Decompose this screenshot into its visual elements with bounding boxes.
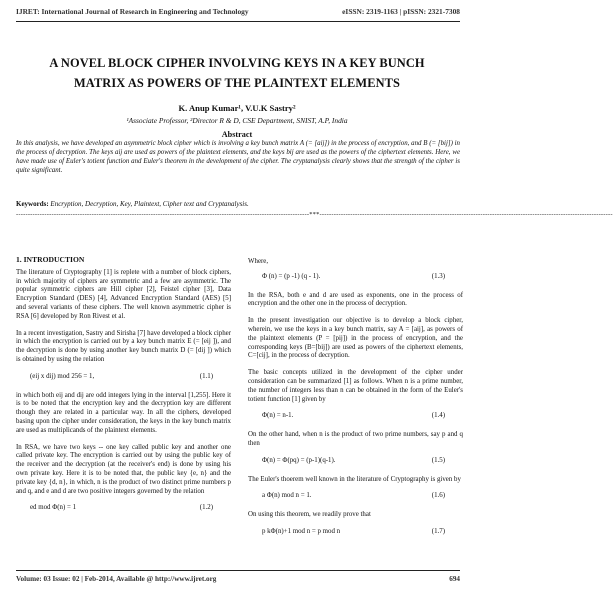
equation-1-5 [248, 457, 463, 466]
equation-number: (1.2) [199, 504, 213, 512]
section-separator: ----------------------------------------------------------------------------------------------------------------------------***---------------------------------------------------------------------------------------------------------------------------- [16, 211, 613, 218]
equation-number: (1.4) [431, 412, 445, 420]
header-rule [16, 21, 460, 22]
equation-expression: (eij x dij) mod 256 = 1, [30, 372, 95, 380]
paragraph: Where, [248, 258, 269, 265]
keywords-label: Keywords: [16, 200, 49, 208]
paragraph: In the present investigation our objective is to develop a block cipher, wherein, we use the keys in a key bunch matrix, say A = [aij], as powers of the plaintext elements (P = [pij]) in the process of encryption, and the corresponding keys (B=[bij]) are used as powers of the ciphertext elements, C=[cij], in the process of decryption. [248, 317, 463, 360]
paragraph: The basic concepts utilized in the development of the cipher under consideration can be summarized [1] as follows. When n is a prime number, the number of integers less than n can be obtained in the form of the Euler's totient function [1] given by [248, 369, 463, 403]
paragraph: The Euler's thoerem well known in the literature of Cryptography is given by [248, 475, 461, 483]
equation-expression: p kΦ(n)+1 mod n = p mod n [262, 527, 341, 535]
abstract-heading: Abstract [221, 130, 253, 139]
equation-expression: ed mod Φ(n) = 1 [30, 504, 77, 512]
keywords-text: Encryption, Decryption, Key, Plaintext, Cipher text and Cryptanalysis. [50, 200, 249, 208]
running-header [16, 7, 460, 21]
paragraph: The literature of Cryptography [1] is replete with a number of block ciphers, in which majority of ciphers are symmetric and a few are asymmetric. The popular symmetric ciphers are Hill cipher [2], Feistel cipher [3], Data Encryption Standard (DES) [4], Advanced Encryption Standard (AES) [5] and several variants of these ciphers. The well known asymmetric cipher is RSA [6] developed by Ron Rivest et al. [16, 268, 231, 320]
abstract-text: In this analysis, we have developed an asymmetric block cipher which is involving a key bunch matrix A (= [aij]) in the process of encryption, and B (= [bij]) in the process of decryption. The keys aij are used as powers of the plaintext elements, and the keys bij are used as the powers of the ciphertext elements. Here, we have made use of Euler's totient function and Euler's theorem in the development of the cipher. The cryptanalysis clearly shows that the strength of the cipher is quite significant. [16, 140, 460, 174]
page-number: 694 [449, 575, 460, 583]
equation-number: (1.7) [431, 527, 445, 535]
paragraph: In RSA, we have two keys -- one key called public key and another one called private key. The encryption is carried out by using the public key of the receiver and the decryption (at the receiver's end) is done by using his own private key. Here it is to be noted that, the public key {e, n} and the private key {d, n}, in which, n is the product of two distinct prime numbers p and q, and e and d are two positive integers governed by the relation [16, 443, 231, 495]
equation-number: (1.6) [431, 492, 445, 500]
paragraph: On using this theorem, we readily prove that [248, 511, 371, 519]
equation-1-6 [248, 492, 463, 501]
equation-number: (1.1) [199, 372, 213, 380]
title-line-1: A NOVEL BLOCK CIPHER INVOLVING KEYS IN A KEY BUNCH [49, 56, 425, 70]
left-column [16, 236, 231, 523]
footer-rule [16, 570, 460, 571]
page-footer [16, 575, 460, 583]
equation-expression: Φ (n) = (p -1) (q - 1). [262, 272, 321, 280]
paragraph: in which both eij and dij are odd integers lying in the interval [1,255]. Here it is to be noted that the encryption key and the decryption key are different though they are related in a particular way. In all the ciphers, developed basing upon the cipher under consideration, the keys in the key bunch matrix are used as multiplicands of the plaintext elements. [16, 391, 231, 434]
equation-expression: Φ(n) = Φ(pq) = (p-1)(q-1). [262, 456, 336, 464]
right-column [248, 236, 463, 547]
paragraph: In the RSA, both e and d are used as exponents, one in the process of encryption and the other one in the process of decryption. [248, 291, 463, 308]
equation-1-1 [16, 373, 231, 382]
footer-volume: Volume: 03 Issue: 02 | Feb-2014, Available @ http://www.ijret.org [16, 575, 217, 583]
paragraph: In a recent investigation, Sastry and Sirisha [7] have developed a block cipher in which the encryption is carried out by a key bunch matrix E (= [eij ]), and the decryption is done by using another key bunch matrix D (= [dij ]) which is obtained by using the relation [16, 329, 231, 363]
affiliation: ¹Associate Professor, ²Director R & D, CSE Department, SNIST, A.P, India [126, 116, 348, 125]
journal-name: IJRET: International Journal of Research in Engineering and Technology [16, 7, 249, 16]
equation-expression: a Φ(n) mod n = 1. [262, 492, 312, 500]
equation-1-4 [248, 412, 463, 421]
equation-1-2 [16, 504, 231, 513]
equation-number: (1.3) [431, 272, 445, 280]
equation-number: (1.5) [431, 456, 445, 464]
paragraph: On the other hand, when n is the product of two prime numbers, say p and q then [248, 431, 463, 447]
equation-1-3 [248, 273, 463, 282]
equation-1-7 [248, 528, 463, 537]
title-line-2: MATRIX AS POWERS OF THE PLAINTEXT ELEMENTS [74, 76, 400, 90]
section-heading: 1. INTRODUCTION [16, 255, 85, 264]
equation-expression: Φ(n) = n-1. [262, 412, 294, 420]
authors: K. Anup Kumar¹, V.U.K Sastry² [178, 103, 296, 113]
paper-title [20, 53, 454, 93]
issn: eISSN: 2319-1163 | pISSN: 2321-7308 [342, 7, 460, 16]
keywords [16, 200, 460, 208]
